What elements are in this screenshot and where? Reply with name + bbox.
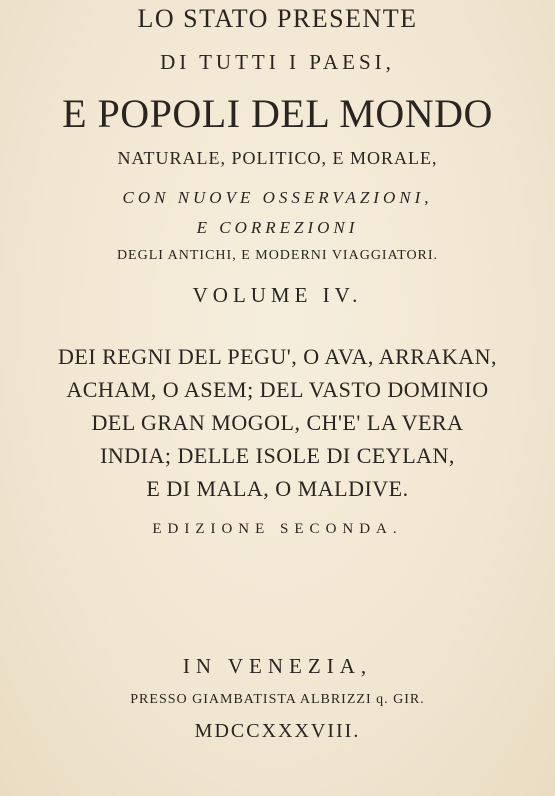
italic-line-2: E CORREZIONI [196, 218, 359, 237]
contents-line-1: DEI REGNI DEL PEGU', O AVA, ARRAKAN, [58, 344, 497, 369]
imprint-publisher: PRESSO GIAMBATISTA ALBRIZZI q. GIR. [130, 692, 425, 707]
italic-line-1: CON NUOVE OSSERVAZIONI, [122, 188, 433, 207]
imprint-year: MDCCXXXVIII. [194, 720, 361, 742]
contents-line-4: INDIA; DELLE ISOLE DI CEYLAN, [100, 443, 455, 468]
contents-line-2: ACHAM, O ASEM; DEL VASTO DOMINIO [66, 377, 489, 402]
subtitle: NATURALE, POLITICO, E MORALE, [117, 148, 438, 168]
subtitle-2: DEGLI ANTICHI, E MODERNI VIAGGIATORI. [116, 248, 439, 263]
volume-label: VOLUME IV. [192, 283, 363, 307]
edition-label: EDIZIONE SECONDA. [152, 521, 403, 537]
imprint-place: IN VENEZIA, [182, 654, 373, 678]
title-line-1: LO STATO PRESENTE [137, 4, 418, 33]
contents-line-5: E DI MALA, O MALDIVE. [146, 476, 409, 501]
title-line-2: DI TUTTI I PAESI, [160, 50, 395, 74]
main-title: E POPOLI DEL MONDO [62, 91, 493, 136]
contents-line-3: DEL GRAN MOGOL, CH'E' LA VERA [91, 410, 464, 435]
